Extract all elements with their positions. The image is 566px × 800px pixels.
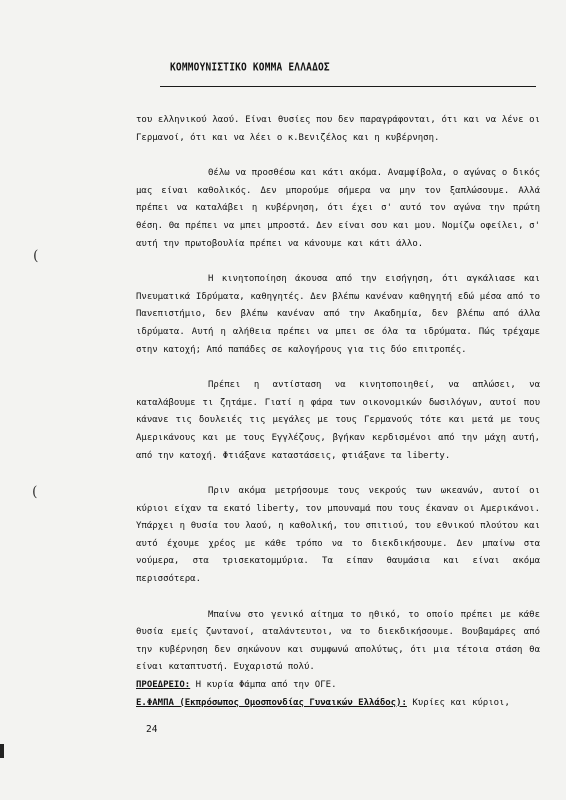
paragraph: Θέλω να προσθέσω και κάτι ακόμα. Αναμφίβολα, ο αγώνας ο δικός μας είναι καθολικός. Δεν μπορούμε σήμερα να μην τον ξαπλώσουμε. Αλλά πρέπει να καταλάβει η κυβέρνηση, ότι έχει σ' αυτό τον αγώνα την πρώτη θέση. Θα πρέπει να μπει μπροστά. Δεν είναι σου και μου. Νομίζω οφείλει, σ' αυτή την πρωτοβουλία πρέπει να κάνουμε και κάτι άλλο. — [136, 168, 540, 249]
speaker-label: ΠΡΟΕΔΡΕΙΟ: — [136, 680, 191, 691]
document-body — [136, 112, 540, 712]
dialogue-text: Η κυρία Φάμπα από την ΟΓΕ. — [190, 680, 337, 691]
paragraph: Πρέπει η αντίσταση να κινητοποιηθεί, να απλώσει, να καταλάβουμε τι ζητάμε. Γιατί η φάρα των οικονομικών δωσιλόγων, αυτοί που κάνανε τις δουλειές τις μεγάλες με τους Γερμανούς τότε και μετά με τους Αμερικάνους και με τους Εγγλέζους, βγήκαν κερδισμένοι από την μάχη αυτή, από την κατοχή. Φτιάξανε καταστάσεις, φτιάξανε τα liberty. — [136, 380, 540, 461]
dialogue-line — [136, 695, 540, 713]
paragraph: Μπαίνω στο γενικό αίτημα το ηθικό, το οποίο πρέπει με κάθε θυσία εμείς ζωντανοί, αταλάντευτοι, να το διεκδικήσουμε. Βουβαμάρες από την κυβέρνηση δεν σηκώνουν και συμφωνώ απολύτως, ότι μια τέτοια στάση θα είναι καταπτυστή. Ευχαριστώ πολύ. — [136, 609, 540, 673]
dialogue-text: Κυρίες και κύριοι, — [406, 697, 510, 708]
header-rule — [160, 86, 536, 87]
page-header-title: ΚΟΜΜΟΥΝΙΣΤΙΚΟ ΚΟΜΜΑ ΕΛΛΑΔΟΣ — [170, 61, 330, 74]
page-number: 24 — [146, 724, 158, 735]
scan-edge-mark — [0, 744, 4, 758]
margin-bracket-mark: ( — [33, 248, 39, 264]
paragraph: Πριν ακόμα μετρήσουμε τους νεκρούς των ωκεανών, αυτοί οι κύριοι είχαν τα εκατό liberty, τον μπουναμά που τους έκαναν οι Αμερικάνοι. Υπάρχει η θυσία του λαού, η καθολική, του σπιτιού, του εθνικού πλούτου και αυτό έχουμε χρέος με κάθε τρόπο να το διεκδικήσουμε. Δεν μπαίνω στα νούμερα, στα τρισεκατομμύρια. Τα είπαν θαυμάσια και είναι ακόμα περισσότερα. — [136, 486, 540, 585]
paragraph: του ελληνικού λαού. Είναι θυσίες που δεν παραγράφονται, ότι και να λένε οι Γερμανοί, ότι και να λέει ο κ.Βενιζέλος και η κυβέρνηση. — [136, 115, 540, 143]
dialogue-line — [136, 677, 540, 695]
margin-bracket-mark: ( — [32, 484, 38, 500]
speaker-label: Ε.ΦΑΜΠΑ (Εκπρόσωπος Ομοσπονδίας Γυναικών Ελλάδος): — [136, 697, 407, 708]
paragraph: Η κινητοποίηση άκουσα από την εισήγηση, ότι αγκάλιασε και Πνευματικά Ιδρύματα, καθηγητές. Δεν βλέπω κανέναν καθηγητή εδώ μέσα από το Πανεπιστήμιο, δεν βλέπω κανέναν από την Ακαδημία, δεν βλέπω από άλλα ιδρύματα. Αυτή η αλήθεια πρέπει να μπει σε όλα τα ιδρύματα. Πώς τρέχαμε στην κατοχή; Από παπάδες σε καλογήρους για τις δύο επιτροπές. — [136, 274, 540, 355]
